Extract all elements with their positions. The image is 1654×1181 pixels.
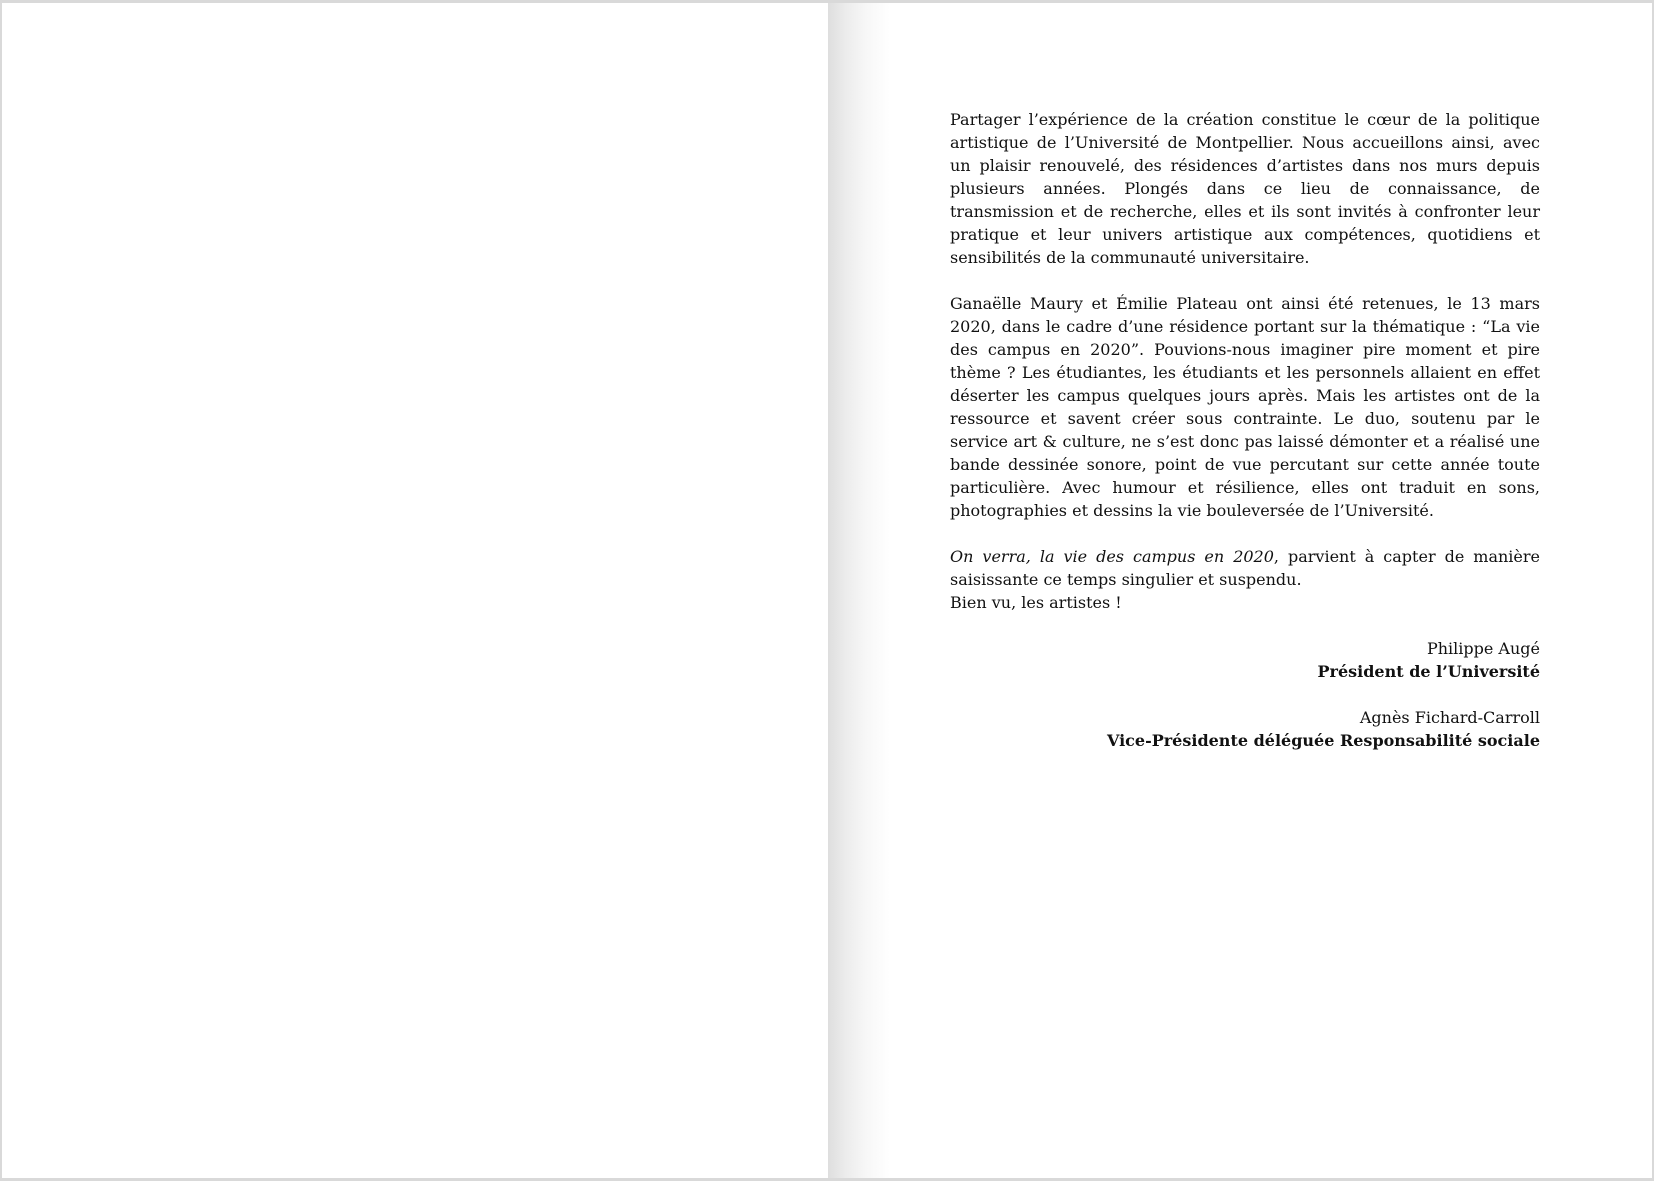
paragraph-1: Partager l’expérience de la création constitue le cœur de la politique artistique de l’Université de Montpellier. Nous accueillons ainsi, avec un plaisir renouvelé, des résidences d’artistes dans nos murs depuis plusieurs années. Plongés dans ce lieu de connaissance, de transmission et de recherche, elles et ils sont invités à confronter leur pratique et leur univers artistique aux compétences, quotidiens et sensibilités de la communauté universitaire. bbox=[950, 110, 1540, 267]
work-title: On verra, la vie des campus en 2020 bbox=[950, 547, 1274, 566]
signature-role: Vice-Présidente déléguée Responsabilité sociale bbox=[1106, 731, 1540, 750]
book-spread bbox=[2, 3, 1652, 1178]
paragraph-3-rest: , parvient à capter de manière saisissante ce temps singulier et suspendu. bbox=[950, 547, 1541, 589]
signature-name: Philippe Augé bbox=[1426, 639, 1540, 658]
signature-role: Président de l’Université bbox=[1317, 662, 1540, 681]
left-page bbox=[2, 3, 828, 1178]
paragraph-3 bbox=[950, 545, 1540, 591]
signature-vice-president bbox=[950, 706, 1540, 752]
signature-president bbox=[950, 637, 1540, 683]
signature-name: Agnès Fichard-Carroll bbox=[1359, 708, 1540, 727]
closing-line: Bien vu, les artistes ! bbox=[950, 593, 1122, 612]
paragraph-2: Ganaëlle Maury et Émilie Plateau ont ainsi été retenues, le 13 mars 2020, dans le cadre d’une résidence portant sur la thématique : “La vie des campus en 2020”. Pouvions-nous imaginer pire moment et pire thème ? Les étudiantes, les étudiants et les personnels allaient en effet déserter les campus quelques jours après. Mais les artistes ont de la ressource et savent créer sous contrainte. Le duo, soutenu par le service art & culture, ne s’est donc pas laissé démonter et a réalisé une bande dessinée sonore, point de vue percutant sur cette année toute particulière. Avec humour et résilience, elles ont traduit en sons, photographies et dessins la vie bouleversée de l’Université. bbox=[950, 294, 1540, 520]
foreword-text bbox=[950, 108, 1540, 775]
right-page bbox=[828, 3, 1652, 1178]
